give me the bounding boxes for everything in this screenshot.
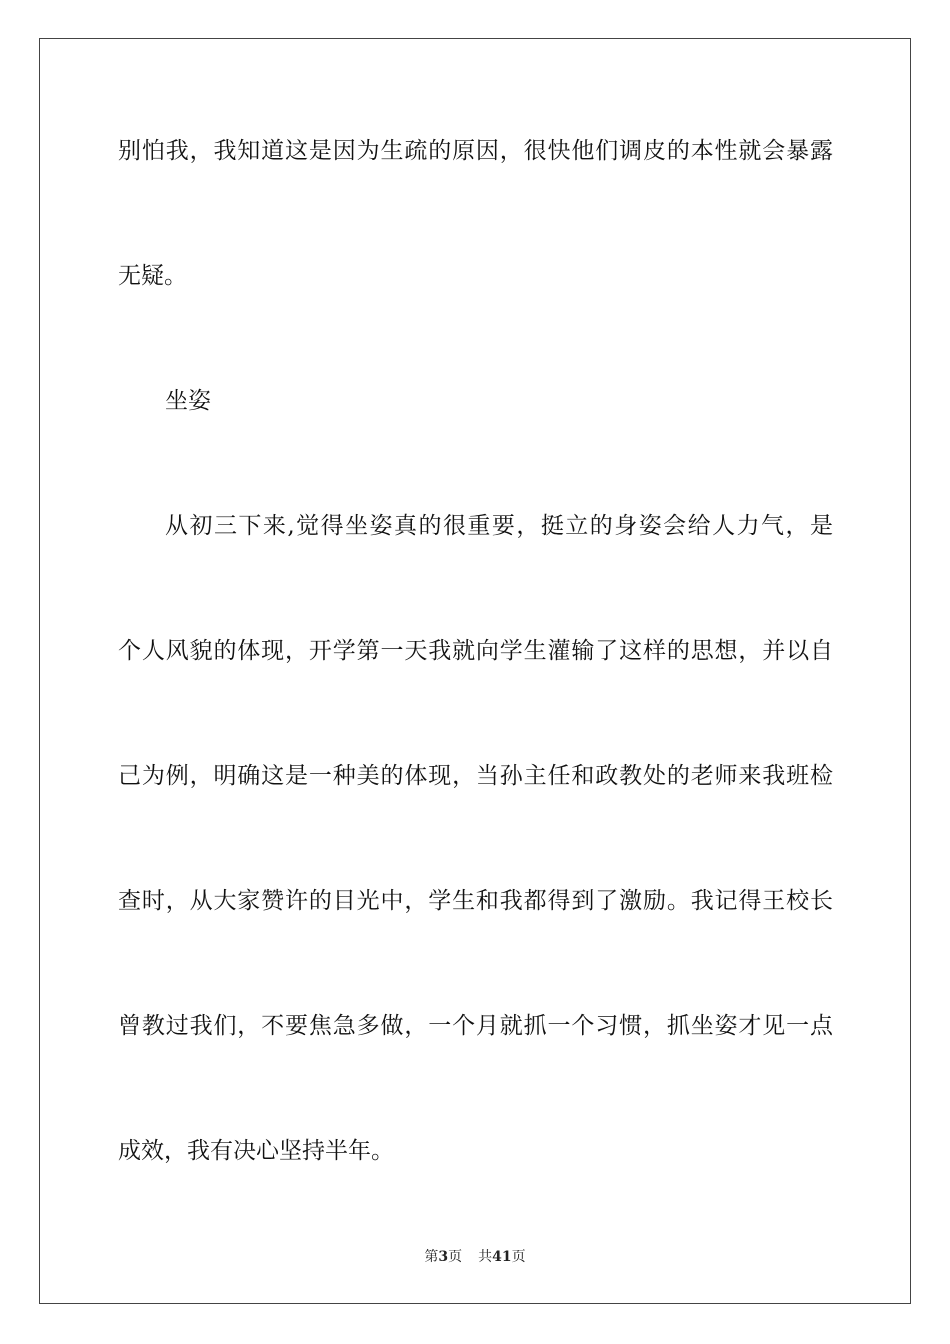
body-text-line: 从初三下来,觉得坐姿真的很重要，挺立的身姿会给人力气，是 [165,513,833,539]
body-text-line: 无疑。 [118,263,187,289]
body-text-line: 曾教过我们，不要焦急多做，一个月就抓一个习惯，抓坐姿才见一点 [118,1013,833,1039]
body-text-line: 个人风貌的体现，开学第一天我就向学生灌输了这样的思想，并以自 [118,638,833,664]
body-text-line: 查时，从大家赞许的目光中，学生和我都得到了激励。我记得王校长 [118,888,833,914]
section-heading: 坐姿 [165,388,211,414]
body-text-line: 己为例，明确这是一种美的体现，当孙主任和政教处的老师来我班检 [118,763,833,789]
page-frame [39,38,911,1304]
body-text-line: 别怕我，我知道这是因为生疏的原因，很快他们调皮的本性就会暴露 [118,138,833,164]
body-text-line: 成效，我有决心坚持半年。 [118,1138,394,1164]
page-total: 共41页 [478,1249,526,1265]
page-footer [0,1248,950,1266]
page-number: 第3页 [424,1249,463,1265]
